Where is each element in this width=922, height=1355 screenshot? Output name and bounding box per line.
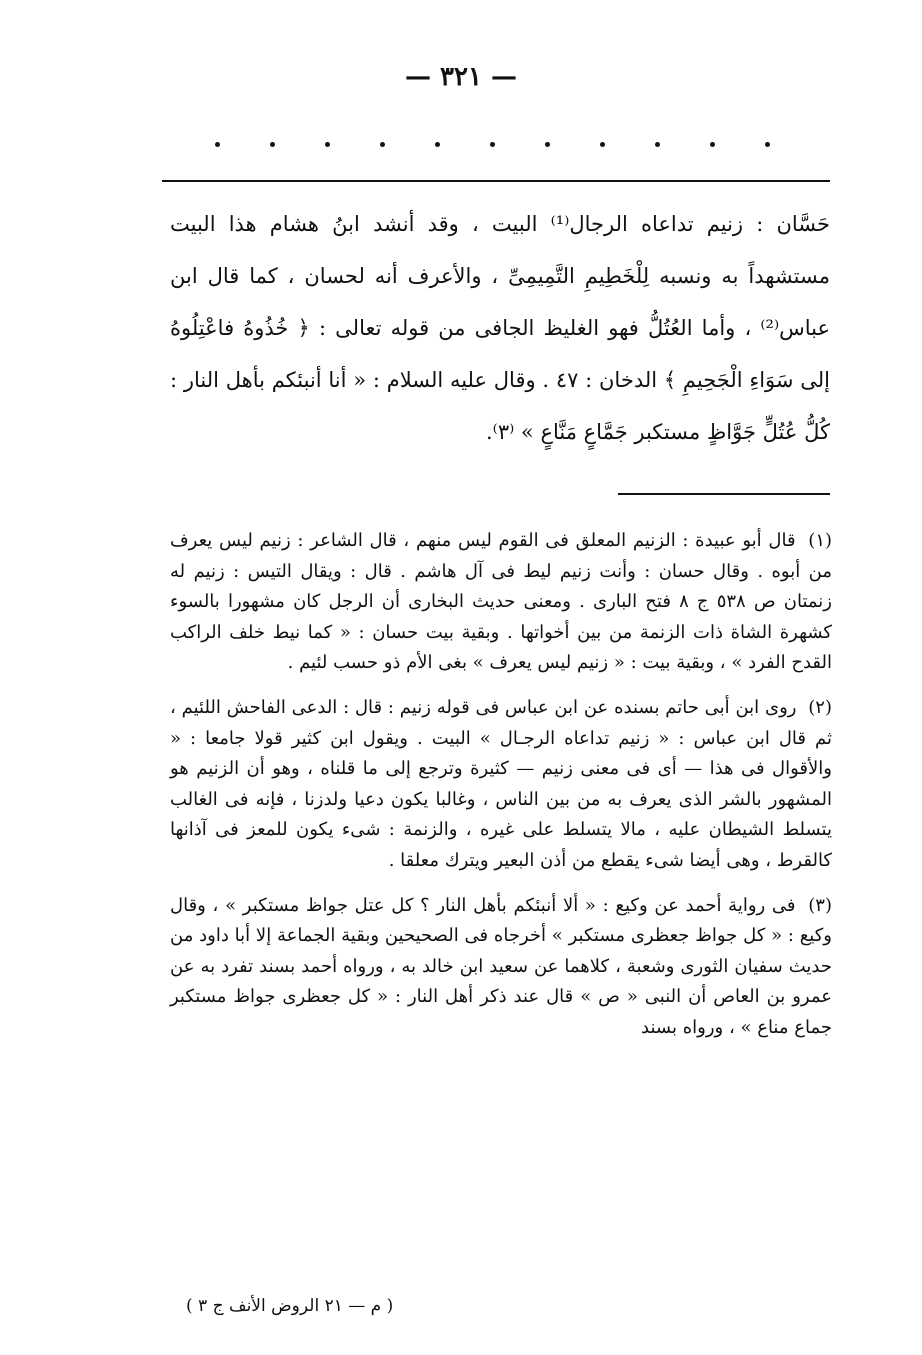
signature-mark: ( م — ٢١ الروض الأنف ج ٣ ) bbox=[186, 1296, 394, 1316]
footnote-number: (٢) bbox=[808, 696, 832, 718]
footnotes bbox=[170, 526, 832, 1058]
page-number: — ٣٢١ — bbox=[404, 62, 518, 92]
footnote-text: فى رواية أحمد عن وكيع : « ألا أنبئكم بأهل النار ؟ كل عتل جواظ مستكبر » ، وقال وكيع : « كل جواظ جعظرى مستكبر » أخرجاه فى الصحيحين وبقية الجماعة إلا أبا داود من حديث سفيان الثورى وشعبة ، كلاهما عن سعيد ابن خالد به ، ورواه أحمد بسند تفرد به عن عمرو بن العاص أن النبى « ص » قال عند ذكر أهل النار : « كل جعظرى جواظ مستكبر جماع مناع » ، ورواه بسند bbox=[170, 894, 832, 1038]
dot bbox=[325, 142, 330, 147]
dot bbox=[710, 142, 715, 147]
dot bbox=[600, 142, 605, 147]
dot bbox=[655, 142, 660, 147]
top-divider bbox=[162, 180, 830, 182]
footnote-3 bbox=[170, 891, 832, 1044]
ellipsis-dots bbox=[215, 134, 770, 154]
dot bbox=[435, 142, 440, 147]
footnote-number: (٣) bbox=[808, 894, 832, 916]
dot bbox=[545, 142, 550, 147]
dot bbox=[380, 142, 385, 147]
footnote-text: قال أبو عبيدة : الزنيم المعلق فى القوم ليس منهم ، قال الشاعر : زنيم ليس يعرف من أبوه . وقال حسان : وأنت زنيم ليط فى آل هاشم . قال : ويقال التيس : زنيم له زنمتان ص ٥٣٨ ج ٨ فتح البارى . ومعنى حديث البخارى أن الرجل كان مشهورا بالسوء كشهرة الشاة ذات الزنمة من بين أخواتها . وبقية بيت حسان : « كما نيط خلف الراكب القدح الفرد » ، وبقية بيت : « زنيم ليس يعرف » بغى الأم ذو حسب لئيم . bbox=[170, 530, 832, 674]
dot bbox=[215, 142, 220, 147]
footnote-divider bbox=[618, 493, 830, 495]
footnote-1 bbox=[170, 526, 832, 679]
dot bbox=[490, 142, 495, 147]
main-text-block bbox=[170, 198, 830, 458]
main-paragraph: حَسَّان : زنيم تداعاه الرجال⁽¹⁾ البيت ، وقد أنشد ابنُ هشام هذا البيت مستشهداً به ونسبه لِلْخَطِيمِ التَّمِيمِىِّ ، والأعرف أنه لحسان ، كما قال ابن عباس⁽²⁾ ، وأما العُتُلُّ فهو الغليظ الجافى من قوله تعالى : ﴿ خُذُوهُ فاعْتِلُوهُ إلى سَوَاءِ الْجَحِيمِ ﴾ الدخان : ٤٧ . وقال عليه السلام : « أنا أنبئكم بأهل النار : كُلُّ عُتُلٍّ جَوَّاظٍ مستكبر جَمَّاعٍ مَنَّاعٍ » ⁽٣⁾. bbox=[170, 212, 831, 444]
footnote-text: روى ابن أبى حاتم بسنده عن ابن عباس فى قوله زنيم : قال : الدعى الفاحش اللئيم ، ثم قال ابن عباس : « زنيم تداعاه الرجـال » البيت . ويقول ابن كثير قولا جامعا : « والأقوال فى هذا — أى فى معنى زنيم — كثيرة وترجع إلى ما قلناه ، وهو أن الزنيم هو المشهور بالشر الذى يعرف به من بين الناس ، وغالبا يكون دعيا ولدزنا ، فإنه فى الغالب يتسلط الشيطان عليه ، مالا يتسلط على غيره ، والزنمة : شىء يكون للمعز فى آذانها كالقرط ، وهى أيضا شىء يقطع من أذن البعير ويترك معلقا . bbox=[170, 696, 832, 871]
footnote-number: (١) bbox=[808, 530, 833, 551]
dot bbox=[765, 142, 770, 147]
dot bbox=[270, 142, 275, 147]
footnote-2 bbox=[170, 693, 832, 877]
